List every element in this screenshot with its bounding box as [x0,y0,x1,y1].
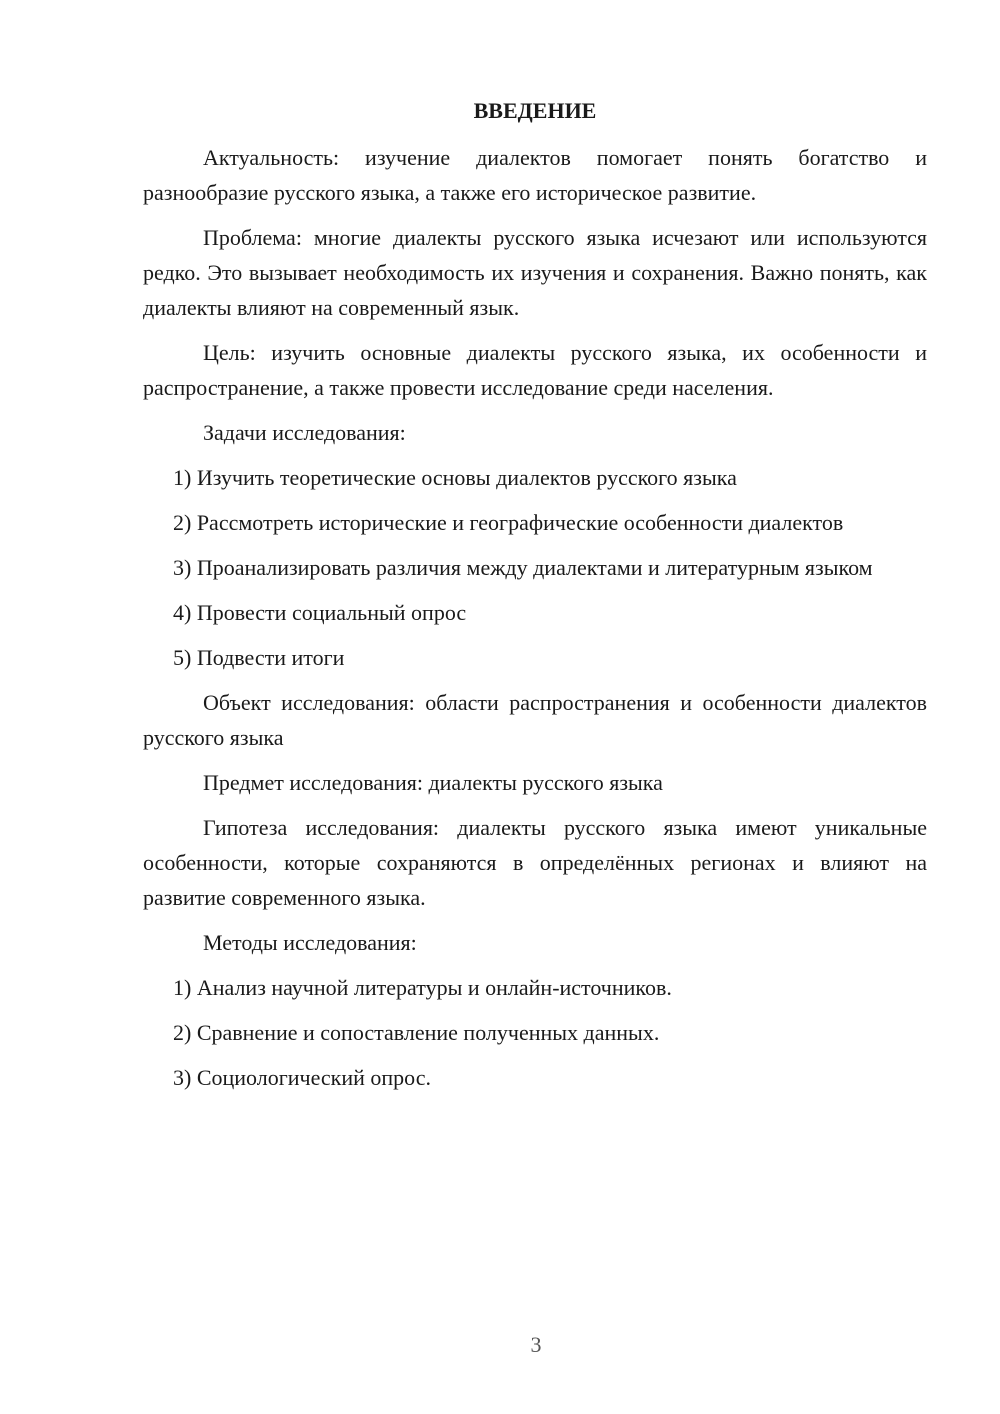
page-title: ВВЕДЕНИЕ [473,98,597,123]
document-body [143,96,927,1105]
goal-paragraph: Цель: изучить основные диалекты русского языка, их особенности и распространение, а также провести исследование среди населения. [143,340,927,400]
tasks-heading: Задачи исследования: [203,420,406,445]
method-item-1: 1) Анализ научной литературы и онлайн-источников. [173,975,672,1000]
method-item-3: 3) Социологический опрос. [173,1065,431,1090]
subject-paragraph: Предмет исследования: диалекты русского языка [203,770,663,795]
task-item-5: 5) Подвести итоги [173,645,345,670]
task-item-4: 4) Провести социальный опрос [173,600,467,625]
object-paragraph: Объект исследования: области распространения и особенности диалектов русского языка [143,690,927,750]
relevance-paragraph: Актуальность: изучение диалектов помогает понять богатство и разнообразие русского языка, а также его историческое развитие. [143,145,927,205]
task-item-1: 1) Изучить теоретические основы диалектов русского языка [173,465,737,490]
method-item-2: 2) Сравнение и сопоставление полученных данных. [173,1020,660,1045]
problem-paragraph: Проблема: многие диалекты русского языка исчезают или используются редко. Это вызывает необходимость их изучения и сохранения. Важно понять, как диалекты влияют на современный язык. [143,225,927,320]
hypothesis-paragraph: Гипотеза исследования: диалекты русского языка имеют уникальные особенности, которые сохраняются в определённых регионах и влияют на развитие современного языка. [143,815,927,910]
task-item-3: 3) Проанализировать различия между диалектами и литературным языком [173,555,873,580]
task-item-2: 2) Рассмотреть исторические и географические особенности диалектов [173,510,844,535]
methods-heading: Методы исследования: [203,930,417,955]
page-number: 3 [530,1332,542,1357]
